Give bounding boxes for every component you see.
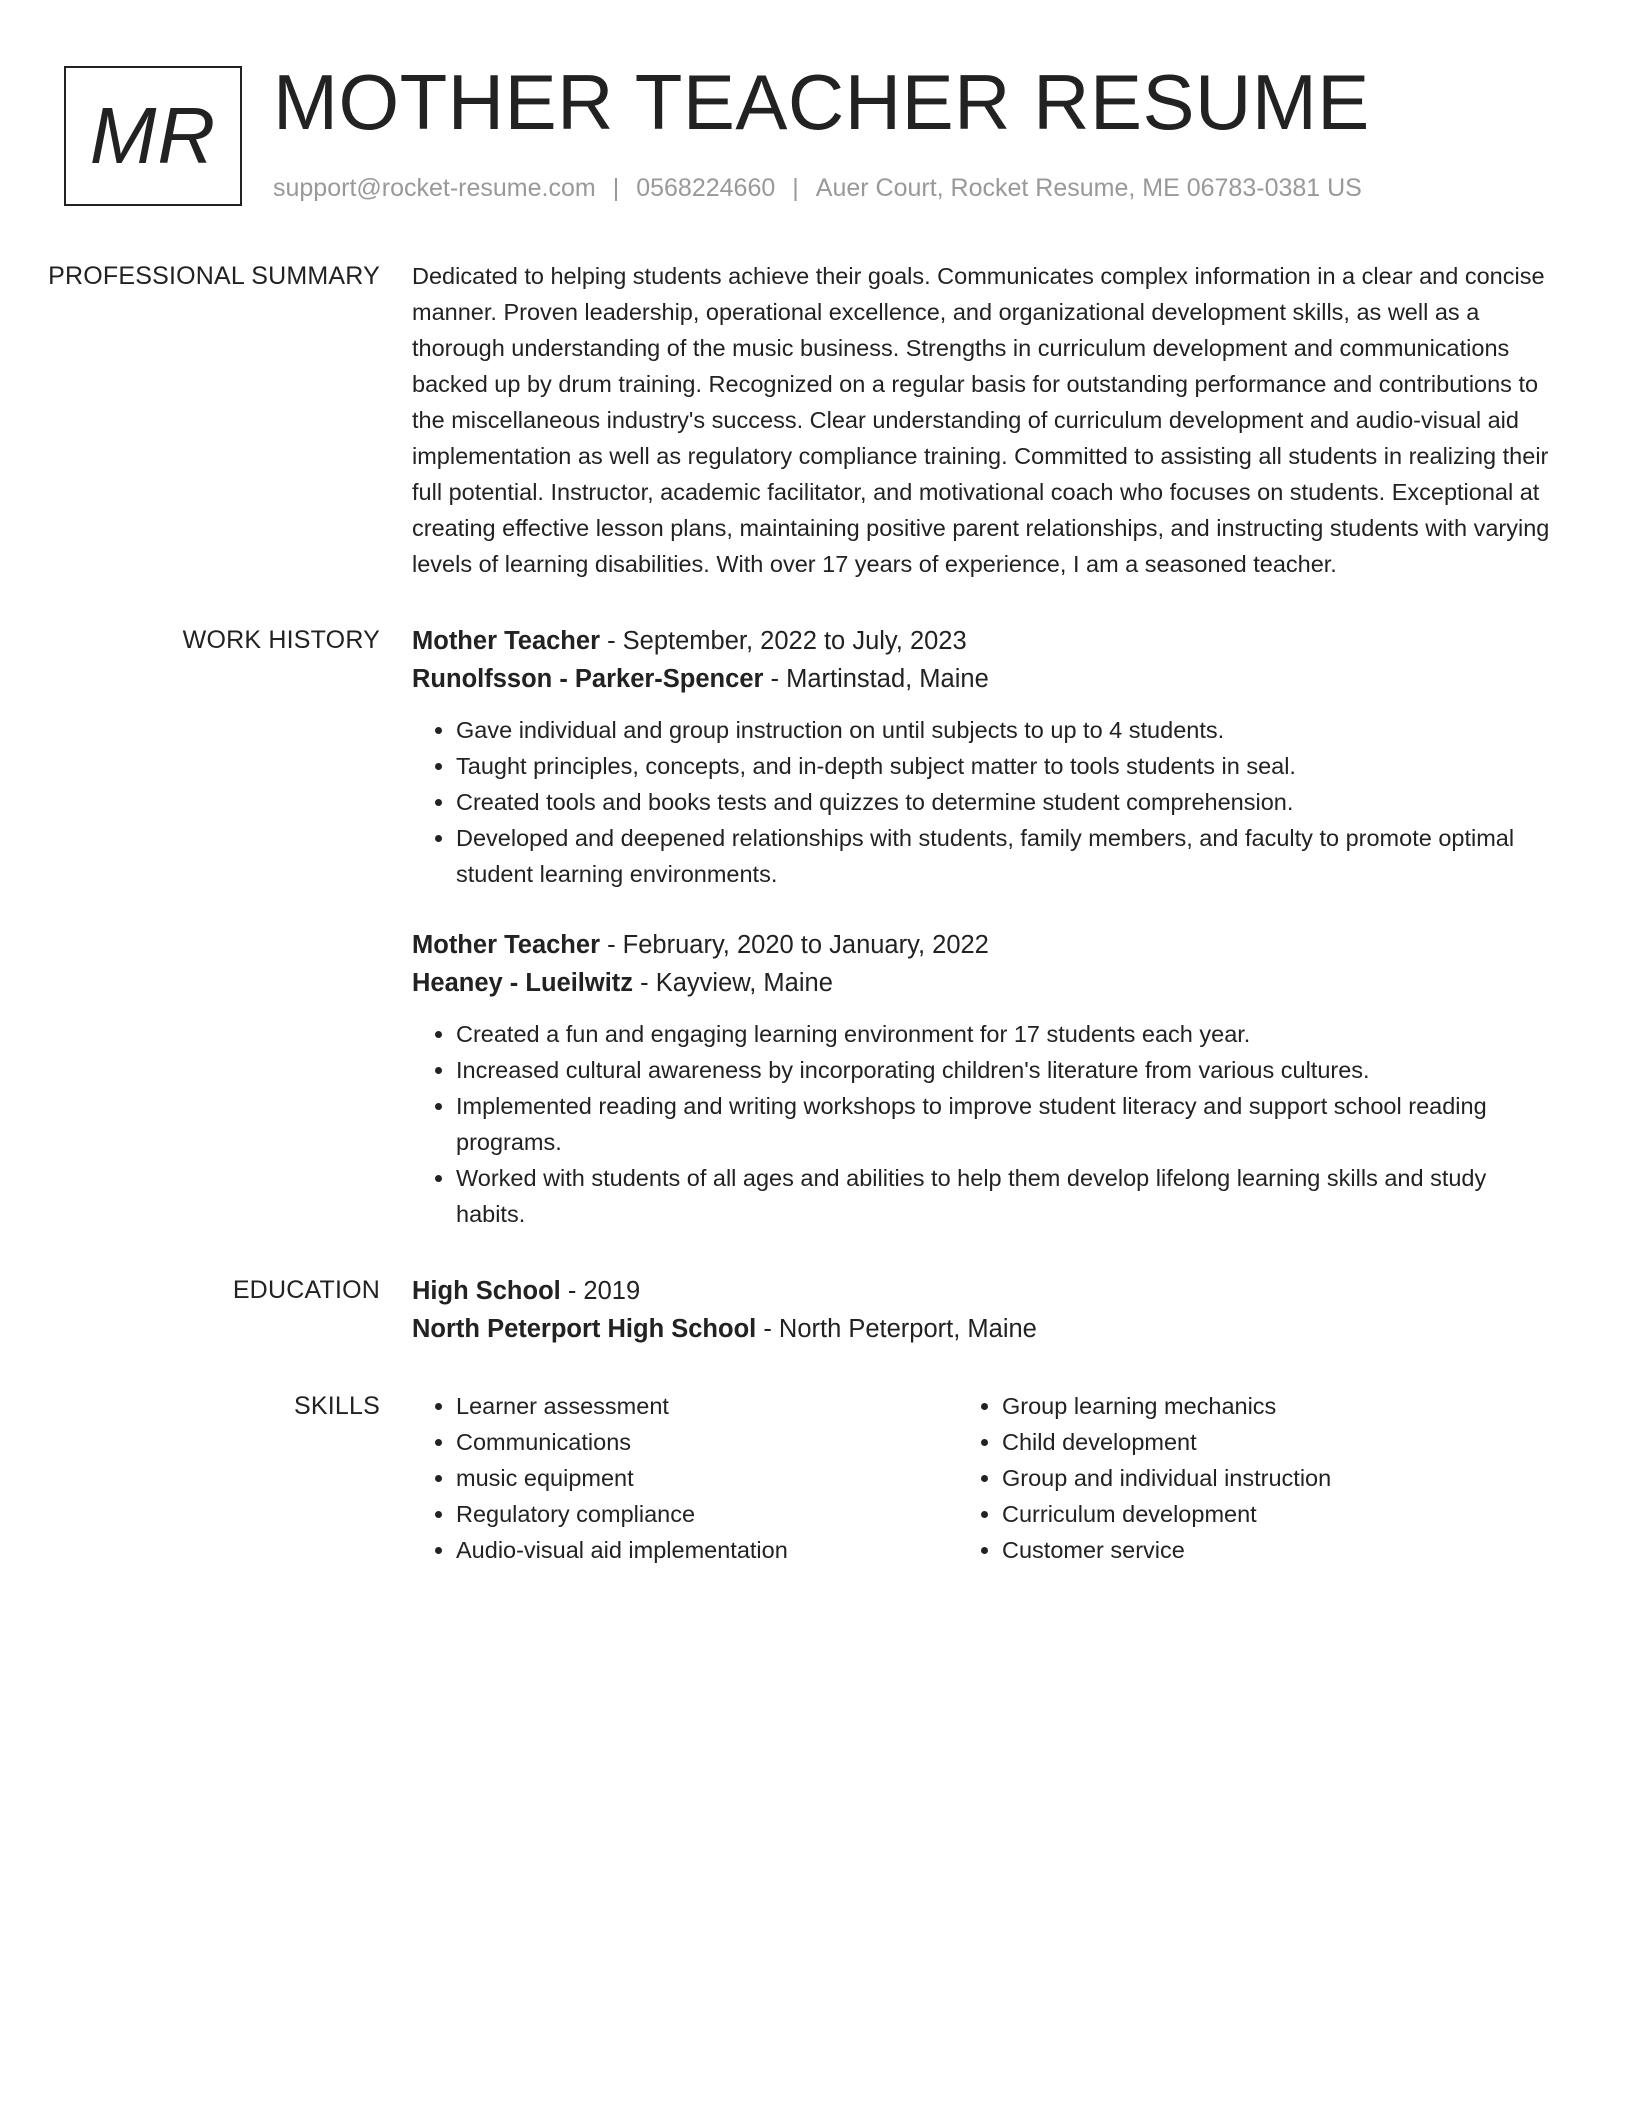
section-label-education: EDUCATION bbox=[232, 1276, 380, 1304]
resume-title: MOTHER TEACHER RESUME bbox=[273, 58, 1370, 146]
job-title-line bbox=[412, 926, 1552, 964]
skill-item: • Child development bbox=[1002, 1424, 1504, 1460]
monogram-initials: MR bbox=[89, 91, 217, 180]
skill-item: • Communications bbox=[456, 1424, 958, 1460]
monogram-box bbox=[64, 66, 242, 206]
education-degree: High School bbox=[412, 1277, 561, 1305]
education-school: North Peterport High School bbox=[412, 1315, 757, 1343]
job-bullet: • Created tools and books tests and quizzes to determine student comprehension. bbox=[456, 784, 1552, 820]
education-school-line bbox=[412, 1310, 1552, 1348]
education-location: - North Peterport, Maine bbox=[756, 1315, 1037, 1343]
section-education bbox=[0, 1272, 1632, 1348]
contact-email[interactable]: support@rocket-resume.com bbox=[273, 174, 596, 202]
job-bullet: • Created a fun and engaging learning environment for 17 students each year. bbox=[456, 1016, 1552, 1052]
contact-phone[interactable]: 0568224660 bbox=[636, 174, 776, 202]
job-bullets bbox=[412, 1016, 1552, 1232]
skill-item: • Audio-visual aid implementation bbox=[456, 1532, 958, 1568]
skill-item: • Learner assessment bbox=[456, 1388, 958, 1424]
job-dates: - September, 2022 to July, 2023 bbox=[600, 627, 967, 655]
summary-text: Dedicated to helping students achieve their goals. Communicates complex information in a clear and concise manner. Proven leadership, operational excellence, and organizational development skills, as well as a thorough understanding of the music business. Strengths in curriculum development and communications backed up by drum training. Recognized on a regular basis for outstanding performance and contributions to the miscellaneous industry's success. Clear understanding of curriculum development and audio-visual aid implementation as well as regulatory compliance training. Committed to assisting all students in realizing their full potential. Instructor, academic facilitator, and motivational coach who focuses on students. Exceptional at creating effective lesson plans, maintaining positive parent relationships, and instructing students with varying levels of learning disabilities. With over 17 years of experience, I am a seasoned teacher. bbox=[412, 263, 1550, 577]
skill-item: • Curriculum development bbox=[1002, 1496, 1504, 1532]
job-bullet: • Implemented reading and writing workshops to improve student literacy and support school reading programs. bbox=[456, 1088, 1552, 1160]
education-degree-line bbox=[412, 1272, 1552, 1310]
job-title-line bbox=[412, 622, 1552, 660]
job-dates: - February, 2020 to January, 2022 bbox=[600, 931, 989, 959]
job-company: Heaney - Lueilwitz bbox=[412, 969, 634, 997]
skill-item: • Regulatory compliance bbox=[456, 1496, 958, 1532]
section-label-work: WORK HISTORY bbox=[182, 626, 380, 654]
contact-line bbox=[273, 174, 1362, 203]
contact-separator: | bbox=[792, 174, 799, 202]
section-label-summary: PROFESSIONAL SUMMARY bbox=[48, 262, 380, 290]
section-professional-summary bbox=[0, 258, 1632, 582]
section-skills bbox=[0, 1388, 1632, 1568]
job-bullet: • Taught principles, concepts, and in-depth subject matter to tools students in seal. bbox=[456, 748, 1552, 784]
section-label-skills: SKILLS bbox=[294, 1392, 380, 1420]
skill-item: • Group and individual instruction bbox=[1002, 1460, 1504, 1496]
job-bullet: • Developed and deepened relationships with students, family members, and faculty to promote optimal student learning environments. bbox=[456, 820, 1552, 892]
job-company: Runolfsson - Parker-Spencer bbox=[412, 665, 764, 693]
skills-body bbox=[412, 1388, 1552, 1568]
job-company-line bbox=[412, 964, 1552, 1002]
job-location: - Martinstad, Maine bbox=[763, 665, 989, 693]
skill-item: • Group learning mechanics bbox=[1002, 1388, 1504, 1424]
summary-body bbox=[412, 258, 1552, 582]
job-bullet: • Increased cultural awareness by incorporating children's literature from various cultures. bbox=[456, 1052, 1552, 1088]
job-bullet: • Worked with students of all ages and abilities to help them develop lifelong learning skills and study habits. bbox=[456, 1160, 1552, 1232]
section-work-history bbox=[0, 622, 1632, 1232]
job-title: Mother Teacher bbox=[412, 931, 600, 959]
job-entry bbox=[412, 926, 1552, 1232]
skills-column-right bbox=[958, 1388, 1504, 1568]
job-bullets bbox=[412, 712, 1552, 892]
skill-item: • Customer service bbox=[1002, 1532, 1504, 1568]
contact-address: Auer Court, Rocket Resume, ME 06783-0381 US bbox=[815, 174, 1362, 202]
job-entry bbox=[412, 622, 1552, 892]
skills-grid bbox=[412, 1388, 1552, 1568]
job-bullet: • Gave individual and group instruction on until subjects to up to 4 students. bbox=[456, 712, 1552, 748]
job-title: Mother Teacher bbox=[412, 627, 600, 655]
job-company-line bbox=[412, 660, 1552, 698]
contact-separator: | bbox=[612, 174, 620, 202]
resume-sections bbox=[0, 258, 1632, 1608]
education-body bbox=[412, 1272, 1552, 1348]
job-location: - Kayview, Maine bbox=[633, 969, 833, 997]
skills-column-left bbox=[412, 1388, 958, 1568]
work-body bbox=[412, 622, 1552, 1232]
skill-item: • music equipment bbox=[456, 1460, 958, 1496]
education-year: - 2019 bbox=[560, 1277, 641, 1305]
